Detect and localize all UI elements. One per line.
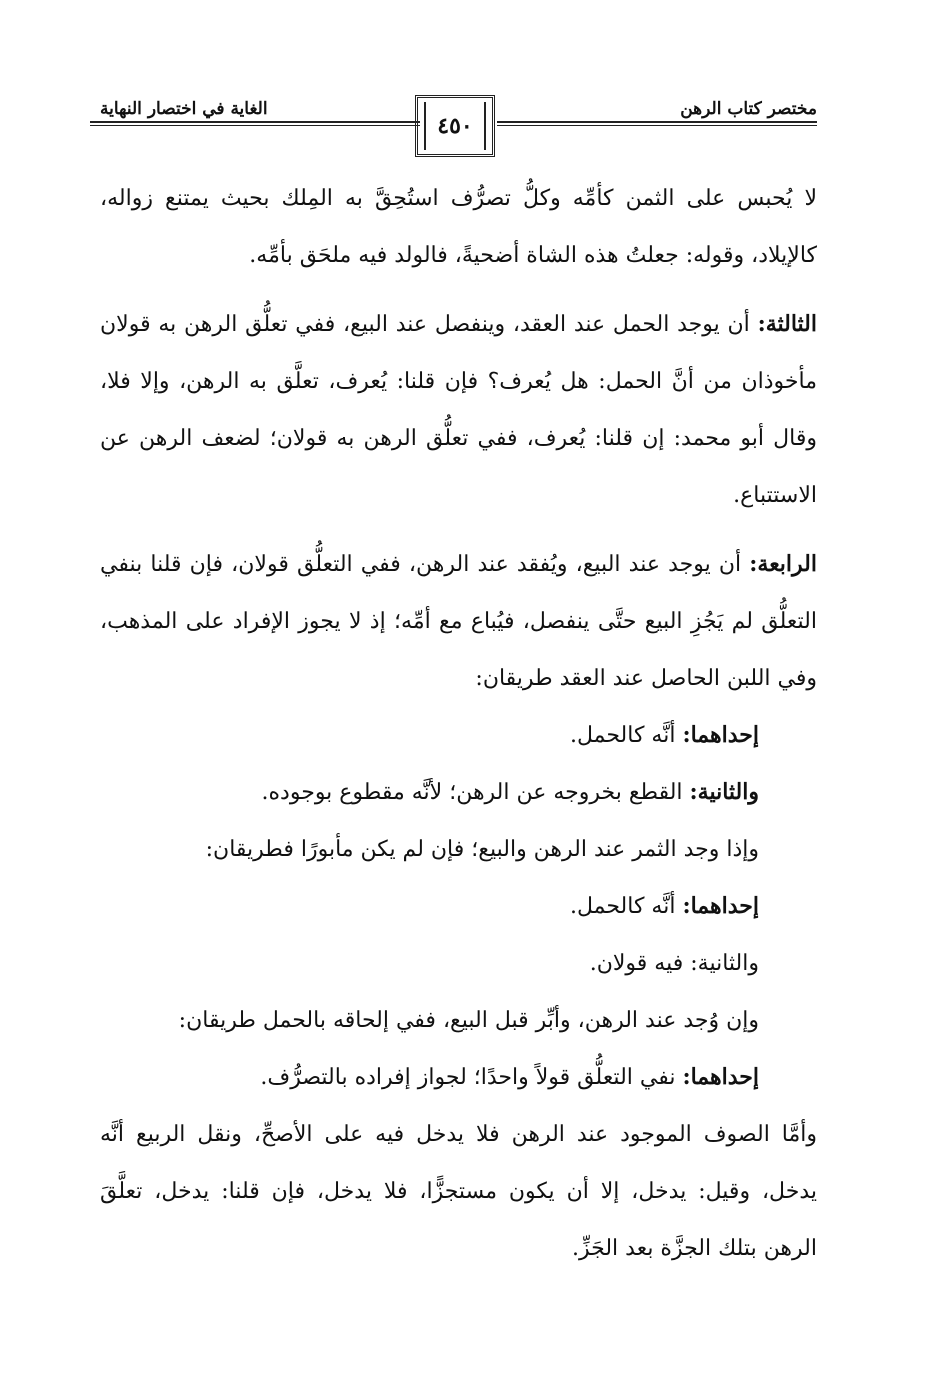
paragraph-first-way [100,707,817,764]
term-label: إحداهما: [682,1064,759,1090]
paragraph-text: نفي التعلُّق قولاً واحدًا؛ لجواز إفراده بالتصرُّف. [260,1065,683,1090]
header-rule-left [90,121,420,126]
paragraph-text: أنَّه كالحمل. [569,894,683,919]
term-label: إحداهما: [682,722,759,748]
paragraph-text: أنَّه كالحمل. [569,723,683,748]
paragraph-third-case [100,296,817,524]
paragraph-fourth-case [100,536,817,707]
term-label: إحداهما: [682,893,759,919]
paragraph-1: لا يُحبس على الثمن كأمِّه وكلُّ تصرُّف استُحِقَّ به المِلك بحيث يمتنع زواله، كالإيلاد، وقوله: جعلتُ هذه الشاة أضحيةً، فالولد فيه ملحَق بأمِّه. [100,186,817,268]
paragraph-text: أن يوجد الحمل عند العقد، وينفصل عند البيع، ففي تعلُّق الرهن به قولان مأخوذان من أنَّ الحمل: هل يُعرف؟ فإن قلنا: يُعرف، تعلَّق به الرهن، وإلا فلا، وقال أبو محمد: إن قلنا: يُعرف، ففي تعلُّق الرهن به قولان؛ لضعف الرهن عن الاستتباع. [100,312,817,508]
paragraph-text: القطع بخروجه عن الرهن؛ لأنَّه مقطوع بوجوده. [261,780,690,805]
term-label: الرابعة: [749,551,817,577]
paragraph-fruit-first-way [100,878,817,935]
paragraph-wool: وأمَّا الصوف الموجود عند الرهن فلا يدخل فيه على الأصحِّ، ونقل الربيع أنَّه يدخل، وقيل: يدخل، إلا أن يكون مستجزًّا، فلا يدخل، فإن قلنا: يدخل، تعلَّقَ الرهن بتلك الجزَّة بعد الجَزِّ. [100,1122,817,1261]
running-head-book-title: الغاية في اختصار النهاية [100,99,268,119]
term-label: الثالثة: [757,311,817,337]
term-label: والثانية: [689,779,759,805]
page-number: ٤٥٠ [437,113,473,139]
paragraph-text: أن يوجد عند البيع، ويُفقد عند الرهن، ففي التعلُّق قولان، فإن قلنا بنفي التعلُّق لم يَجُزِ البيع حتَّى ينفصل، فيُباع مع أمِّه؛ إذ لا يجوز الإفراد على المذهب، وفي اللبن الحاصل عند العقد طريقان: [100,552,817,691]
paragraph-fruit-second-way: والثانية: فيه قولان. [589,951,759,976]
page-body [100,170,817,1277]
page-number-frame [415,95,495,157]
paragraph-pollinated-first-way [100,1049,817,1106]
page-header [90,85,817,160]
paragraph-pollinated: وإن وُجد عند الرهن، وأبِّر قبل البيع، ففي إلحاقه بالحمل طريقان: [178,1008,759,1033]
paragraph-fruit: وإذا وجد الثمر عند الرهن والبيع؛ فإن لم يكن مأبورًا فطريقان: [205,837,759,862]
running-head-chapter: مختصر كتاب الرهن [680,99,817,119]
header-rule-right [497,121,817,126]
paragraph-second-way [100,764,817,821]
